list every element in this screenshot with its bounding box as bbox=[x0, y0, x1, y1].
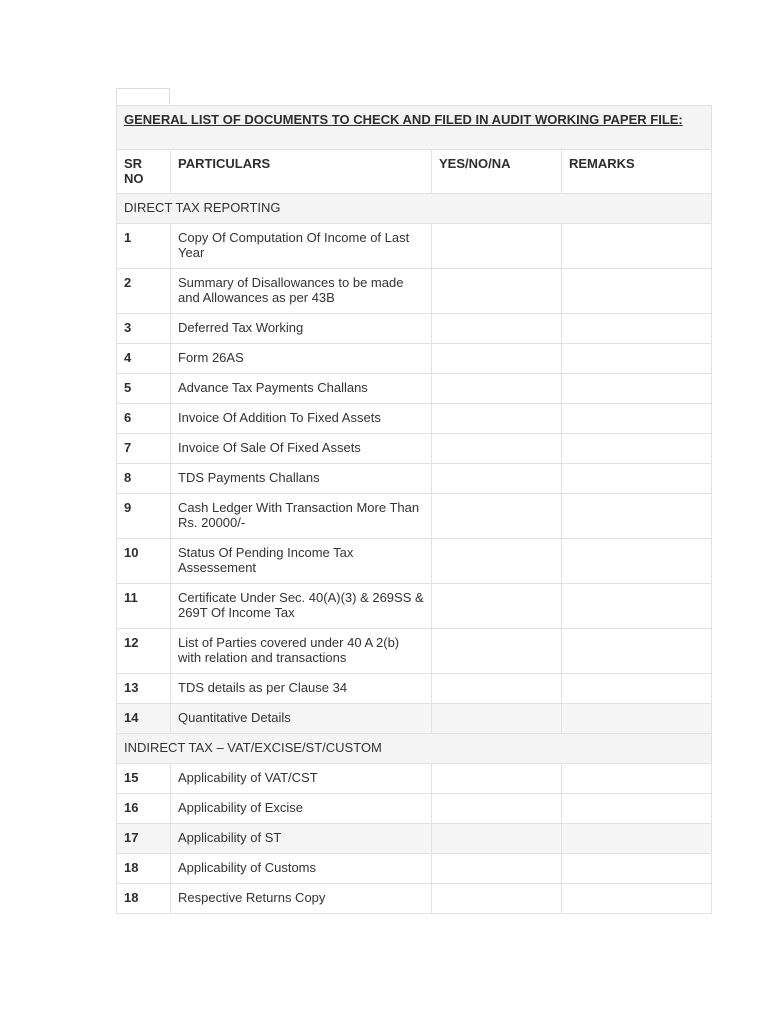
header-sr-no: SR NO bbox=[117, 150, 171, 194]
yes-no-na-cell[interactable] bbox=[432, 374, 562, 404]
particular-cell: Summary of Disallowances to be made and Allowances as per 43B bbox=[171, 269, 432, 314]
particular-cell: Applicability of ST bbox=[171, 824, 432, 854]
table-row bbox=[117, 794, 712, 824]
table-row bbox=[117, 224, 712, 269]
yes-no-na-cell[interactable] bbox=[432, 344, 562, 374]
sr-no-cell: 6 bbox=[117, 404, 171, 434]
table-row bbox=[117, 824, 712, 854]
yes-no-na-cell[interactable] bbox=[432, 629, 562, 674]
audit-checklist-table bbox=[116, 105, 712, 914]
particular-cell: Status Of Pending Income Tax Assessement bbox=[171, 539, 432, 584]
title-row bbox=[117, 106, 712, 150]
table-row bbox=[117, 314, 712, 344]
table-row bbox=[117, 584, 712, 629]
table-row bbox=[117, 629, 712, 674]
table-tab-stub bbox=[116, 88, 170, 105]
particular-cell: Copy Of Computation Of Income of Last Year bbox=[171, 224, 432, 269]
particular-cell: TDS details as per Clause 34 bbox=[171, 674, 432, 704]
yes-no-na-cell[interactable] bbox=[432, 269, 562, 314]
remarks-cell[interactable] bbox=[562, 884, 712, 914]
table-row bbox=[117, 764, 712, 794]
particular-cell: Form 26AS bbox=[171, 344, 432, 374]
particular-cell: List of Parties covered under 40 A 2(b) with relation and transactions bbox=[171, 629, 432, 674]
sr-no-cell: 12 bbox=[117, 629, 171, 674]
header-yes-no-na: YES/NO/NA bbox=[432, 150, 562, 194]
yes-no-na-cell[interactable] bbox=[432, 884, 562, 914]
sr-no-cell: 7 bbox=[117, 434, 171, 464]
sr-no-cell: 11 bbox=[117, 584, 171, 629]
sr-no-cell: 16 bbox=[117, 794, 171, 824]
remarks-cell[interactable] bbox=[562, 434, 712, 464]
yes-no-na-cell[interactable] bbox=[432, 854, 562, 884]
particular-cell: Deferred Tax Working bbox=[171, 314, 432, 344]
remarks-cell[interactable] bbox=[562, 344, 712, 374]
section-heading: DIRECT TAX REPORTING bbox=[117, 194, 712, 224]
sr-no-cell: 9 bbox=[117, 494, 171, 539]
remarks-cell[interactable] bbox=[562, 539, 712, 584]
particular-cell: Applicability of Customs bbox=[171, 854, 432, 884]
sr-no-cell: 10 bbox=[117, 539, 171, 584]
yes-no-na-cell[interactable] bbox=[432, 539, 562, 584]
sr-no-cell: 13 bbox=[117, 674, 171, 704]
sr-no-cell: 2 bbox=[117, 269, 171, 314]
sr-no-cell: 8 bbox=[117, 464, 171, 494]
table-row bbox=[117, 464, 712, 494]
remarks-cell[interactable] bbox=[562, 269, 712, 314]
remarks-cell[interactable] bbox=[562, 704, 712, 734]
yes-no-na-cell[interactable] bbox=[432, 314, 562, 344]
yes-no-na-cell[interactable] bbox=[432, 404, 562, 434]
header-row bbox=[117, 150, 712, 194]
section-heading: INDIRECT TAX – VAT/EXCISE/ST/CUSTOM bbox=[117, 734, 712, 764]
section-heading-row bbox=[117, 194, 712, 224]
document-title: GENERAL LIST OF DOCUMENTS TO CHECK AND FILED IN AUDIT WORKING PAPER FILE: bbox=[117, 106, 712, 150]
yes-no-na-cell[interactable] bbox=[432, 584, 562, 629]
particular-cell: Applicability of VAT/CST bbox=[171, 764, 432, 794]
remarks-cell[interactable] bbox=[562, 464, 712, 494]
remarks-cell[interactable] bbox=[562, 314, 712, 344]
sr-no-cell: 17 bbox=[117, 824, 171, 854]
header-remarks: REMARKS bbox=[562, 150, 712, 194]
remarks-cell[interactable] bbox=[562, 854, 712, 884]
particular-cell: Quantitative Details bbox=[171, 704, 432, 734]
table-row bbox=[117, 494, 712, 539]
remarks-cell[interactable] bbox=[562, 674, 712, 704]
remarks-cell[interactable] bbox=[562, 764, 712, 794]
particular-cell: Certificate Under Sec. 40(A)(3) & 269SS & 269T Of Income Tax bbox=[171, 584, 432, 629]
table-row bbox=[117, 854, 712, 884]
remarks-cell[interactable] bbox=[562, 404, 712, 434]
yes-no-na-cell[interactable] bbox=[432, 674, 562, 704]
sr-no-cell: 1 bbox=[117, 224, 171, 269]
particular-cell: Invoice Of Addition To Fixed Assets bbox=[171, 404, 432, 434]
table-row bbox=[117, 674, 712, 704]
table-row bbox=[117, 704, 712, 734]
sr-no-cell: 18 bbox=[117, 884, 171, 914]
remarks-cell[interactable] bbox=[562, 494, 712, 539]
particular-cell: Respective Returns Copy bbox=[171, 884, 432, 914]
header-particulars: PARTICULARS bbox=[171, 150, 432, 194]
remarks-cell[interactable] bbox=[562, 224, 712, 269]
remarks-cell[interactable] bbox=[562, 629, 712, 674]
sr-no-cell: 3 bbox=[117, 314, 171, 344]
particular-cell: Cash Ledger With Transaction More Than Rs. 20000/- bbox=[171, 494, 432, 539]
table-row bbox=[117, 269, 712, 314]
yes-no-na-cell[interactable] bbox=[432, 434, 562, 464]
table-row bbox=[117, 344, 712, 374]
yes-no-na-cell[interactable] bbox=[432, 464, 562, 494]
sr-no-cell: 14 bbox=[117, 704, 171, 734]
remarks-cell[interactable] bbox=[562, 374, 712, 404]
table-row bbox=[117, 884, 712, 914]
yes-no-na-cell[interactable] bbox=[432, 494, 562, 539]
sr-no-cell: 18 bbox=[117, 854, 171, 884]
sr-no-cell: 15 bbox=[117, 764, 171, 794]
section-heading-row bbox=[117, 734, 712, 764]
particular-cell: Invoice Of Sale Of Fixed Assets bbox=[171, 434, 432, 464]
yes-no-na-cell[interactable] bbox=[432, 224, 562, 269]
particular-cell: TDS Payments Challans bbox=[171, 464, 432, 494]
yes-no-na-cell[interactable] bbox=[432, 704, 562, 734]
yes-no-na-cell[interactable] bbox=[432, 764, 562, 794]
sr-no-cell: 5 bbox=[117, 374, 171, 404]
particular-cell: Applicability of Excise bbox=[171, 794, 432, 824]
table-row bbox=[117, 374, 712, 404]
table-row bbox=[117, 434, 712, 464]
remarks-cell[interactable] bbox=[562, 824, 712, 854]
table-row bbox=[117, 539, 712, 584]
table-row bbox=[117, 404, 712, 434]
particular-cell: Advance Tax Payments Challans bbox=[171, 374, 432, 404]
yes-no-na-cell[interactable] bbox=[432, 824, 562, 854]
sr-no-cell: 4 bbox=[117, 344, 171, 374]
remarks-cell[interactable] bbox=[562, 584, 712, 629]
yes-no-na-cell[interactable] bbox=[432, 794, 562, 824]
remarks-cell[interactable] bbox=[562, 794, 712, 824]
